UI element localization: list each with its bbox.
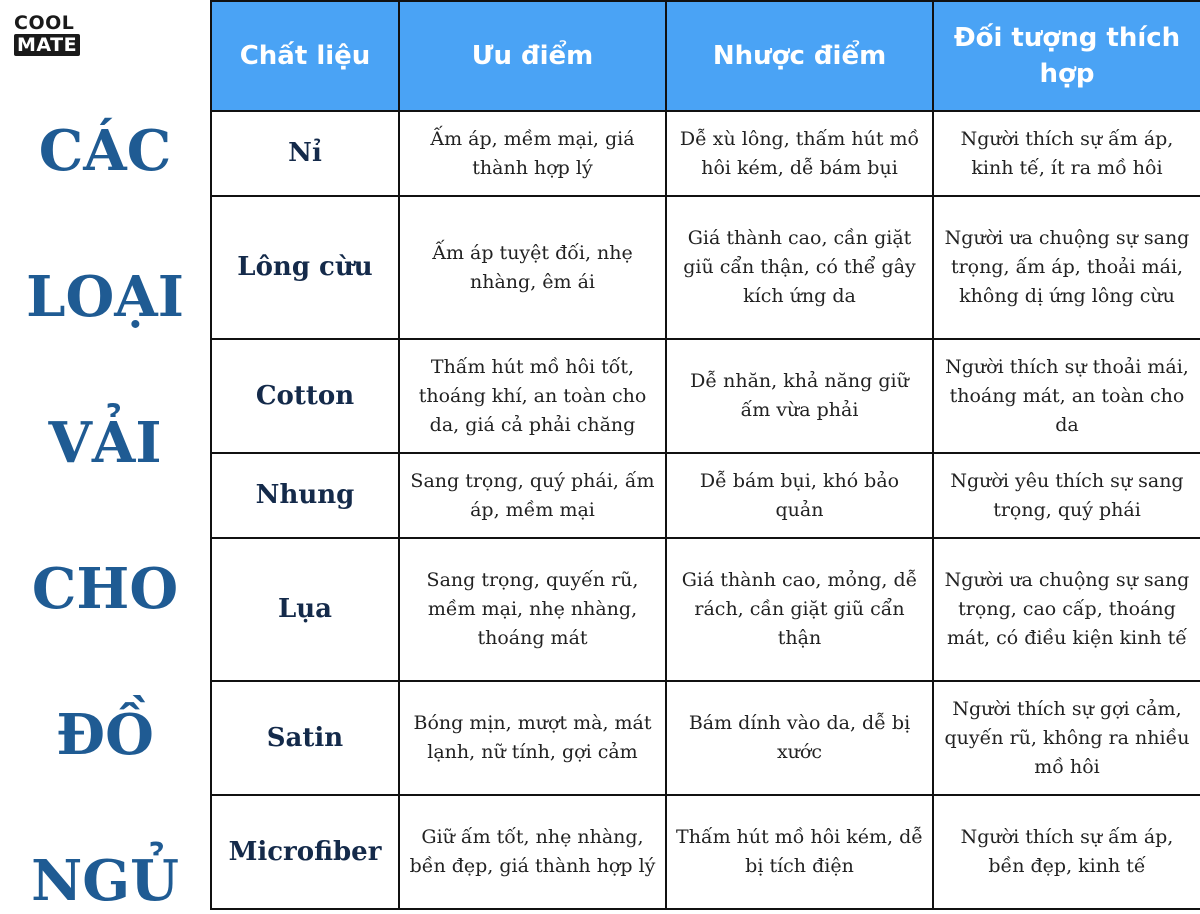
title-word-1: CÁC [38,118,172,184]
suitable-cell: Người ưa chuộng sự sang trọng, cao cấp, thoáng mát, có điều kiện kinh tế [933,538,1200,681]
logo-text-top: COOL [14,12,75,34]
suitable-cell: Người thích sự gợi cảm, quyến rũ, không ra nhiều mồ hôi [933,681,1200,795]
table-row [211,111,1200,196]
material-cell: Cotton [211,339,399,453]
disadvantages-cell: Dễ nhăn, khả năng giữ ấm vừa phải [666,339,933,453]
logo-text-bottom: MATE [14,34,80,56]
disadvantages-cell: Thấm hút mồ hôi kém, dễ bị tích điện [666,795,933,909]
suitable-cell: Người yêu thích sự sang trọng, quý phái [933,453,1200,538]
suitable-cell: Người thích sự ấm áp, kinh tế, ít ra mồ hôi [933,111,1200,196]
disadvantages-cell: Giá thành cao, mỏng, dễ rách, cần giặt giũ cẩn thận [666,538,933,681]
suitable-cell: Người thích sự thoải mái, thoáng mát, an toàn cho da [933,339,1200,453]
table-row [211,681,1200,795]
material-cell: Satin [211,681,399,795]
table-header-row [211,1,1200,111]
suitable-cell: Người ưa chuộng sự sang trọng, ấm áp, thoải mái, không dị ứng lông cừu [933,196,1200,339]
disadvantages-cell: Dễ xù lông, thấm hút mồ hôi kém, dễ bám bụi [666,111,933,196]
table-row [211,538,1200,681]
material-cell: Nỉ [211,111,399,196]
suitable-cell: Người thích sự ấm áp, bền đẹp, kinh tế [933,795,1200,909]
advantages-cell: Sang trọng, quyến rũ, mềm mại, nhẹ nhàng, thoáng mát [399,538,666,681]
material-cell: Microfiber [211,795,399,909]
header-disadvantages: Nhược điểm [666,1,933,111]
table-row [211,339,1200,453]
vertical-title [0,0,210,914]
fabric-comparison-table [210,0,1200,910]
advantages-cell: Sang trọng, quý phái, ấm áp, mềm mại [399,453,666,538]
table-row [211,795,1200,909]
title-word-6: NGỦ [31,848,179,914]
disadvantages-cell: Bám dính vào da, dễ bị xước [666,681,933,795]
material-cell: Nhung [211,453,399,538]
advantages-cell: Giữ ấm tốt, nhẹ nhàng, bền đẹp, giá thành hợp lý [399,795,666,909]
table-row [211,453,1200,538]
advantages-cell: Thấm hút mồ hôi tốt, thoáng khí, an toàn cho da, giá cả phải chăng [399,339,666,453]
header-suitable-for: Đối tượng thích hợp [933,1,1200,111]
title-word-2: LOẠI [26,264,184,330]
header-material: Chất liệu [211,1,399,111]
table-row [211,196,1200,339]
title-word-5: ĐỒ [56,702,154,768]
disadvantages-cell: Giá thành cao, cần giặt giũ cẩn thận, có thể gây kích ứng da [666,196,933,339]
header-advantages: Ưu điểm [399,1,666,111]
disadvantages-cell: Dễ bám bụi, khó bảo quản [666,453,933,538]
title-word-3: VẢI [48,410,162,476]
material-cell: Lông cừu [211,196,399,339]
material-cell: Lụa [211,538,399,681]
advantages-cell: Bóng mịn, mượt mà, mát lạnh, nữ tính, gợi cảm [399,681,666,795]
advantages-cell: Ấm áp, mềm mại, giá thành hợp lý [399,111,666,196]
advantages-cell: Ấm áp tuyệt đối, nhẹ nhàng, êm ái [399,196,666,339]
title-word-4: CHO [31,556,179,622]
